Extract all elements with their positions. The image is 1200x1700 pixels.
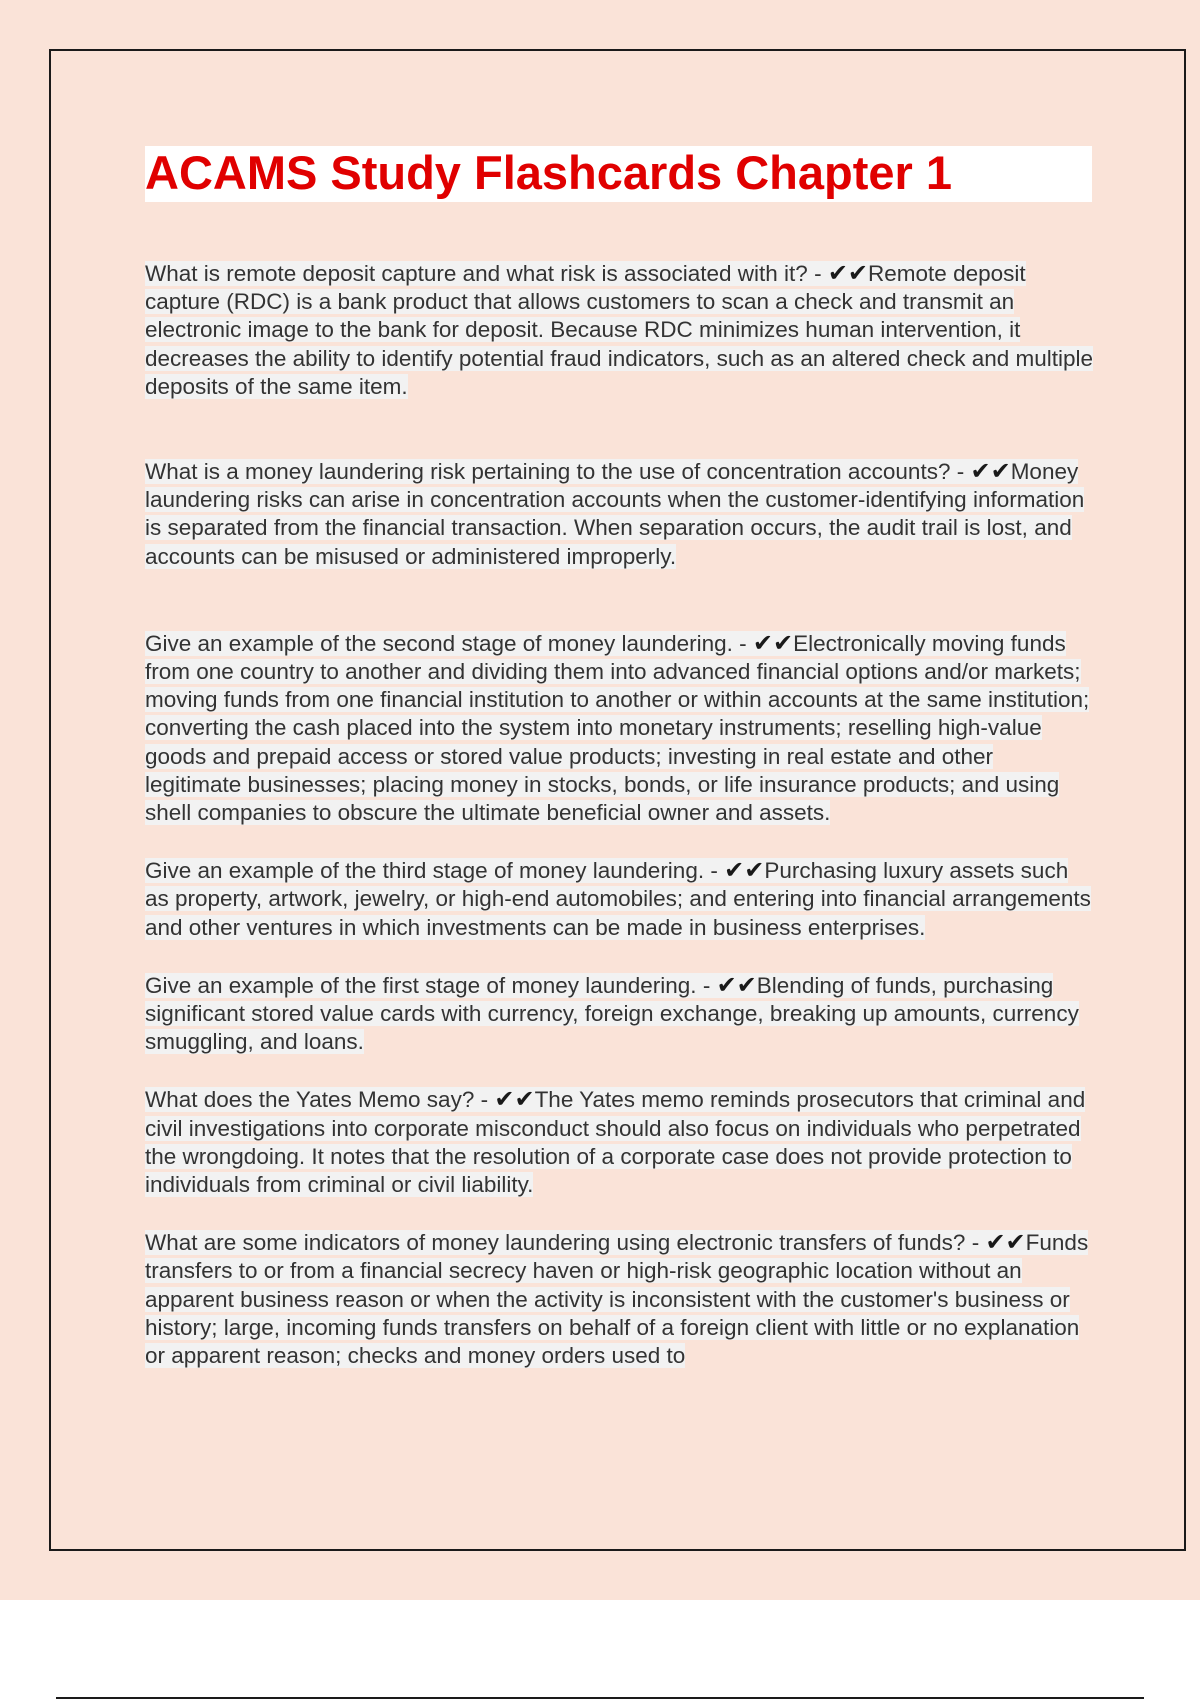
flashcard <box>145 1228 1095 1370</box>
flashcard-answer: Money laundering risks can arise in concentration accounts when the customer-identifying information is separated from the financial transaction. When separation occurs, the audit trail is lost, and accounts can be misused or administered improperly. <box>145 459 1085 569</box>
flashcard-answer: Remote deposit capture (RDC) is a bank product that allows customers to scan a check and transmit an electronic image to the bank for deposit. Because RDC minimizes human intervention, it decreases the ability to identify potential fraud indicators, such as an altered check and multiple deposits of the same item. <box>145 261 1094 399</box>
flashcard-question: Give an example of the third stage of money laundering. <box>145 858 705 884</box>
flashcard-answer: The Yates memo reminds prosecutors that criminal and civil investigations into corporate misconduct should also focus on individuals who perpetrated the wrongdoing. It notes that the resolution of a corporate case does not provide protection to individuals from criminal or civil liability. <box>145 1087 1086 1198</box>
flashcard-question: What are some indicators of money laundering using electronic transfers of funds? <box>145 1230 966 1256</box>
document-title: ACAMS Study Flashcards Chapter 1 <box>145 146 953 199</box>
double-check-icon: ✔✔ <box>494 1085 535 1114</box>
flashcard-question: What is a money laundering risk pertaining to the use of concentration accounts? <box>145 459 951 485</box>
separator: - <box>696 972 717 998</box>
flashcard <box>145 259 1095 401</box>
separator: - <box>965 1230 986 1256</box>
separator: - <box>704 858 725 884</box>
bottom-divider <box>56 1697 1144 1699</box>
flashcard-question: Give an example of the first stage of money laundering. <box>145 972 697 998</box>
flashcard <box>145 1085 1095 1199</box>
separator: - <box>807 261 828 286</box>
separator: - <box>950 459 971 485</box>
double-check-icon: ✔✔ <box>827 259 869 287</box>
double-check-icon: ✔✔ <box>985 1228 1026 1257</box>
double-check-icon: ✔✔ <box>752 628 794 657</box>
flashcard-answer: Electronically moving funds from one country to another and dividing them into advanced financial options and/or markets; moving funds from one financial institution to another or within accounts at the same institution; converting the cash placed into the system into monetary instruments; reselling high-value goods and prepaid access or stored value products; investing in real estate and other legitimate businesses; placing money in stocks, bonds, or life insurance products; and using shell companies to obscure the ultimate beneficial owner and assets. <box>145 630 1090 826</box>
flashcard-question: What is remote deposit capture and what risk is associated with it? <box>145 261 808 286</box>
separator: - <box>732 630 753 656</box>
separator: - <box>474 1087 495 1113</box>
double-check-icon: ✔✔ <box>970 457 1011 486</box>
flashcard <box>145 629 1095 827</box>
double-check-icon: ✔✔ <box>716 970 757 999</box>
double-check-icon: ✔✔ <box>724 856 765 885</box>
flashcard-answer: Funds transfers to or from a financial secrecy haven or high-risk geographic location without an apparent business reason or when the activity is inconsistent with the customer's business or history; large, incoming funds transfers on behalf of a foreign client with little or no explanation or apparent reason; checks and money orders used to <box>145 1230 1089 1369</box>
flashcard <box>145 856 1095 942</box>
flashcard-question: What does the Yates Memo say? <box>145 1087 475 1113</box>
flashcard-answer: Blending of funds, purchasing significant stored value cards with currency, foreign exchange, breaking up amounts, currency smuggling, and loans. <box>145 972 1079 1055</box>
flashcard-question: Give an example of the second stage of money laundering. <box>145 630 733 656</box>
flashcard <box>145 457 1095 571</box>
flashcard <box>145 971 1095 1057</box>
flashcard-list <box>145 259 1095 1370</box>
flashcard-answer: Purchasing luxury assets such as property, artwork, jewelry, or high-end automobiles; and entering into financial arrangements and other ventures in which investments can be made in business enterprises. <box>145 858 1091 940</box>
